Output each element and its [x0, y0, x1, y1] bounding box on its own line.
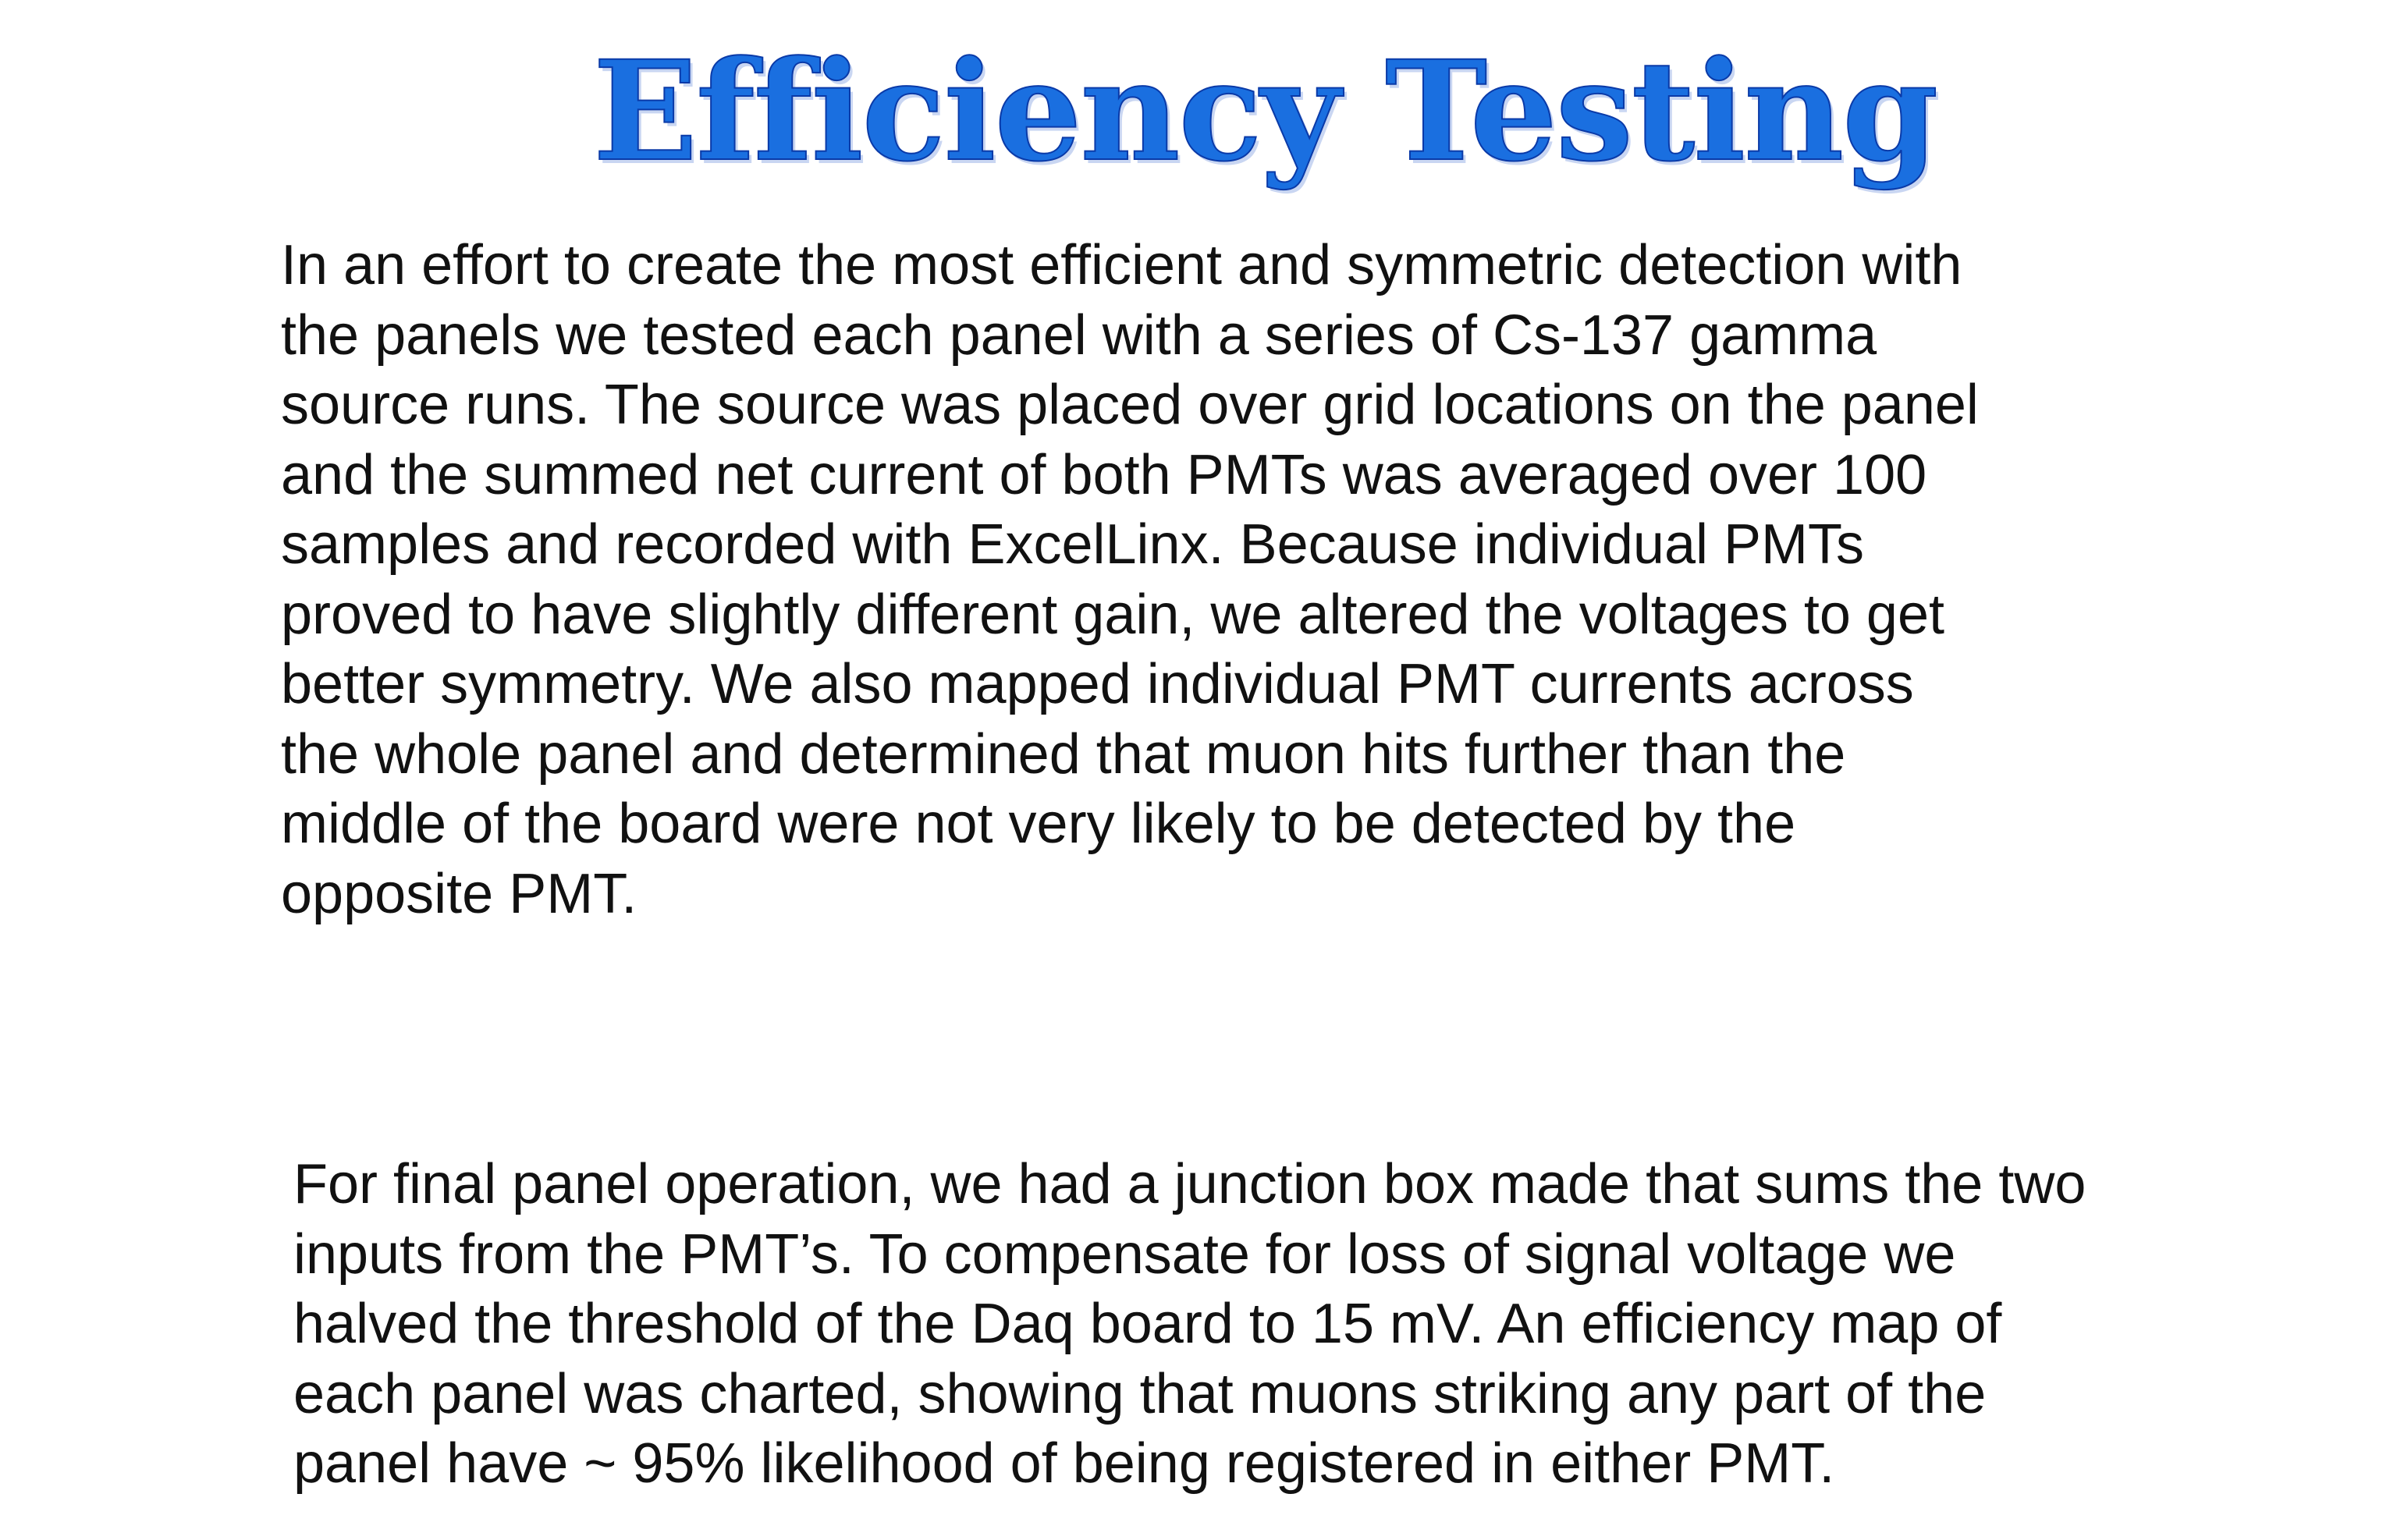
final-operation-paragraph: For final panel operation, we had a junction box made that sums the two inputs from the PMT’s. To compensate for loss of signal voltage we halved the threshold of the Daq board to 15 mV. An efficiency map of each panel was charted, showing that muons striking any part of the panel have ~ 95% likelihood of being registered in either PMT.	[293, 1153, 2086, 1495]
page-title: Efficiency Testing	[593, 30, 1937, 192]
efficiency-description-paragraph: In an effort to create the most efficient and symmetric detection with the panels we tested each panel with a series of Cs-137 gamma source runs. The source was placed over grid locations on the panel and the summed net current of both PMTs was averaged over 100 samples and recorded with ExcelLinx. Because individual PMTs proved to have slightly different gain, we altered the voltages to get better symmetry. We also mapped individual PMT currents across the whole panel and determined that muon hits further than the middle of the board were not very likely to be detected by the opposite PMT.	[281, 234, 1979, 925]
